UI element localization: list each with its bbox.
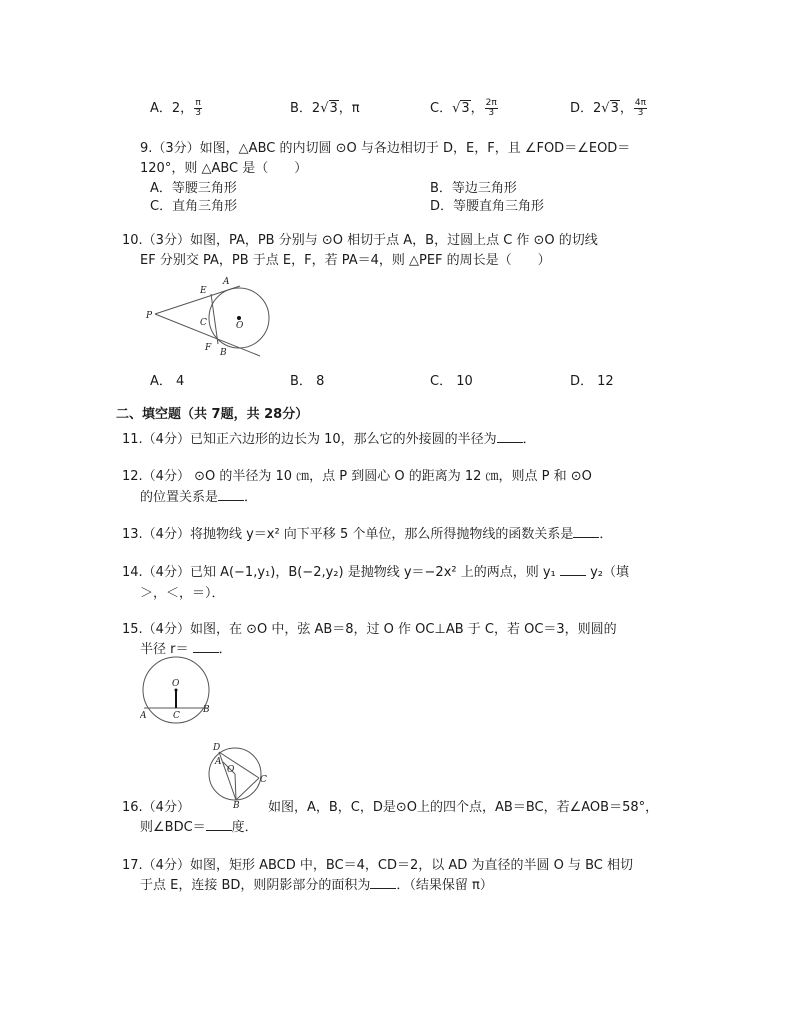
q9-stem-line1: 9.（3分）如图，△ABC 的内切圆 ⊙O 与各边相切于 D，E，F，且 ∠FOD＝∠EOD＝ [140, 141, 631, 156]
label-b: B [220, 348, 227, 358]
center-point [237, 316, 241, 320]
q15-stem-line1: 15.（4分）如图，在 ⊙O 中，弦 AB＝8，过 O 作 OC⊥AB 于 C，若 OC＝3，则圆的 [122, 622, 617, 637]
q10-option-c: C． 10 [430, 374, 473, 389]
q9-option-a: A．等腰三角形 [150, 181, 237, 196]
label-f: F [205, 343, 212, 353]
q9-option-c: C．直角三角形 [150, 199, 238, 214]
label-a: A [140, 711, 147, 721]
answer-blank [573, 525, 599, 538]
label-o: O [172, 679, 180, 689]
label-c: C [173, 711, 180, 721]
q9-stem-line2: 120°，则 △ABC 是（ ） [140, 161, 308, 176]
fraction: $\frac{\pi}{3}$ [195, 98, 201, 118]
segment-db [219, 752, 236, 800]
q17-stem-line1: 17.（4分）如图，矩形 ABCD 中，BC＝4，CD＝2，以 AD 为直径的半圆 O 与 BC 相切 [122, 858, 633, 873]
label-c: C [260, 775, 267, 785]
sqrt-symbol: √ [452, 101, 461, 116]
q16-stem-line1: 如图，A，B，C，D是⊙O上的四个点，AB＝BC，若∠AOB＝58°， [268, 800, 659, 815]
label-e: E [200, 286, 207, 296]
q10-option-a: A． 4 [150, 374, 185, 389]
tangent-pa [155, 286, 240, 314]
q16-stem-line2: 则∠BDC＝ 度． [140, 820, 258, 835]
sqrt-symbol: √ [320, 101, 329, 116]
label-a: A [215, 757, 222, 767]
q8-option-c: C．√3， $\frac{2\pi}{3}$ [430, 98, 497, 118]
q8-option-d: D．2√3， $\frac{4\pi}{3}$ [570, 98, 647, 118]
q10-option-b: B． 8 [290, 374, 325, 389]
q15-figure [140, 656, 216, 724]
answer-blank [218, 488, 244, 501]
q12-stem-line2: 的位置关系是 ． [140, 490, 258, 505]
segment-ob [235, 774, 236, 800]
label-b: B [233, 801, 240, 808]
label-o: O [236, 321, 244, 331]
q14-stem-line1: 14.（4分）已知 A(−1,y₁)，B(−2,y₂) 是抛物线 y＝−2x² 上的两点，则 y₁ y₂（填 [122, 565, 629, 580]
q16-prefix: 16.（4分） [122, 800, 190, 815]
label-b: B [203, 705, 210, 715]
q13-stem: 13.（4分）将抛物线 y＝x² 向下平移 5 个单位，那么所得抛物线的函数关系是 ． [122, 527, 613, 542]
q8-option-b: B．2√3，π [290, 101, 360, 116]
sqrt-symbol: √ [601, 101, 610, 116]
q11-stem: 11.（4分）已知正六边形的边长为 10，那么它的外接圆的半径为 ． [122, 432, 536, 447]
label-p: P [146, 311, 153, 321]
answer-blank [370, 876, 396, 889]
q15-stem-line2: 半径 r＝ ． [140, 642, 232, 657]
q10-figure [140, 270, 270, 362]
q9-option-d: D．等腰直角三角形 [430, 199, 545, 214]
label-a: A [223, 277, 230, 287]
q10-stem-line2: EF 分别交 PA，PB 于点 E，F，若 PA＝4，则 △PEF 的周长是（ ） [140, 253, 551, 268]
q12-stem-line1: 12.（4分） ⊙O 的半径为 10 ㎝，点 P 到圆心 O 的距离为 12 ㎝，则点 P 和 ⊙O [122, 469, 592, 484]
q14-stem-line2: ＞，＜，＝）． [140, 586, 225, 601]
q9-option-b: B．等边三角形 [430, 181, 517, 196]
q10-option-d: D． 12 [570, 374, 614, 389]
fraction: $\frac{2\pi}{3}$ [485, 98, 497, 118]
section-title: 二、填空题（共 7题，共 28分） [116, 407, 309, 422]
label-c: C [200, 318, 207, 328]
answer-blank [206, 818, 232, 831]
answer-blank [560, 563, 586, 576]
label-d: D [213, 743, 221, 753]
q10-stem-line1: 10.（3分）如图，PA，PB 分别与 ⊙O 相切于点 A，B，过圆上点 C 作 ⊙O 的切线 [122, 233, 598, 248]
q16-figure [205, 740, 267, 808]
answer-blank [497, 430, 523, 443]
fraction: $\frac{4\pi}{3}$ [634, 98, 647, 118]
q17-stem-line2: 于点 E，连接 BD，则阴影部分的面积为 ．（结果保留 π） [140, 878, 493, 893]
label-o: O [227, 765, 235, 775]
q8-option-a: A．2， $\frac{\pi}{3}$ [150, 98, 201, 118]
answer-blank [193, 640, 219, 653]
